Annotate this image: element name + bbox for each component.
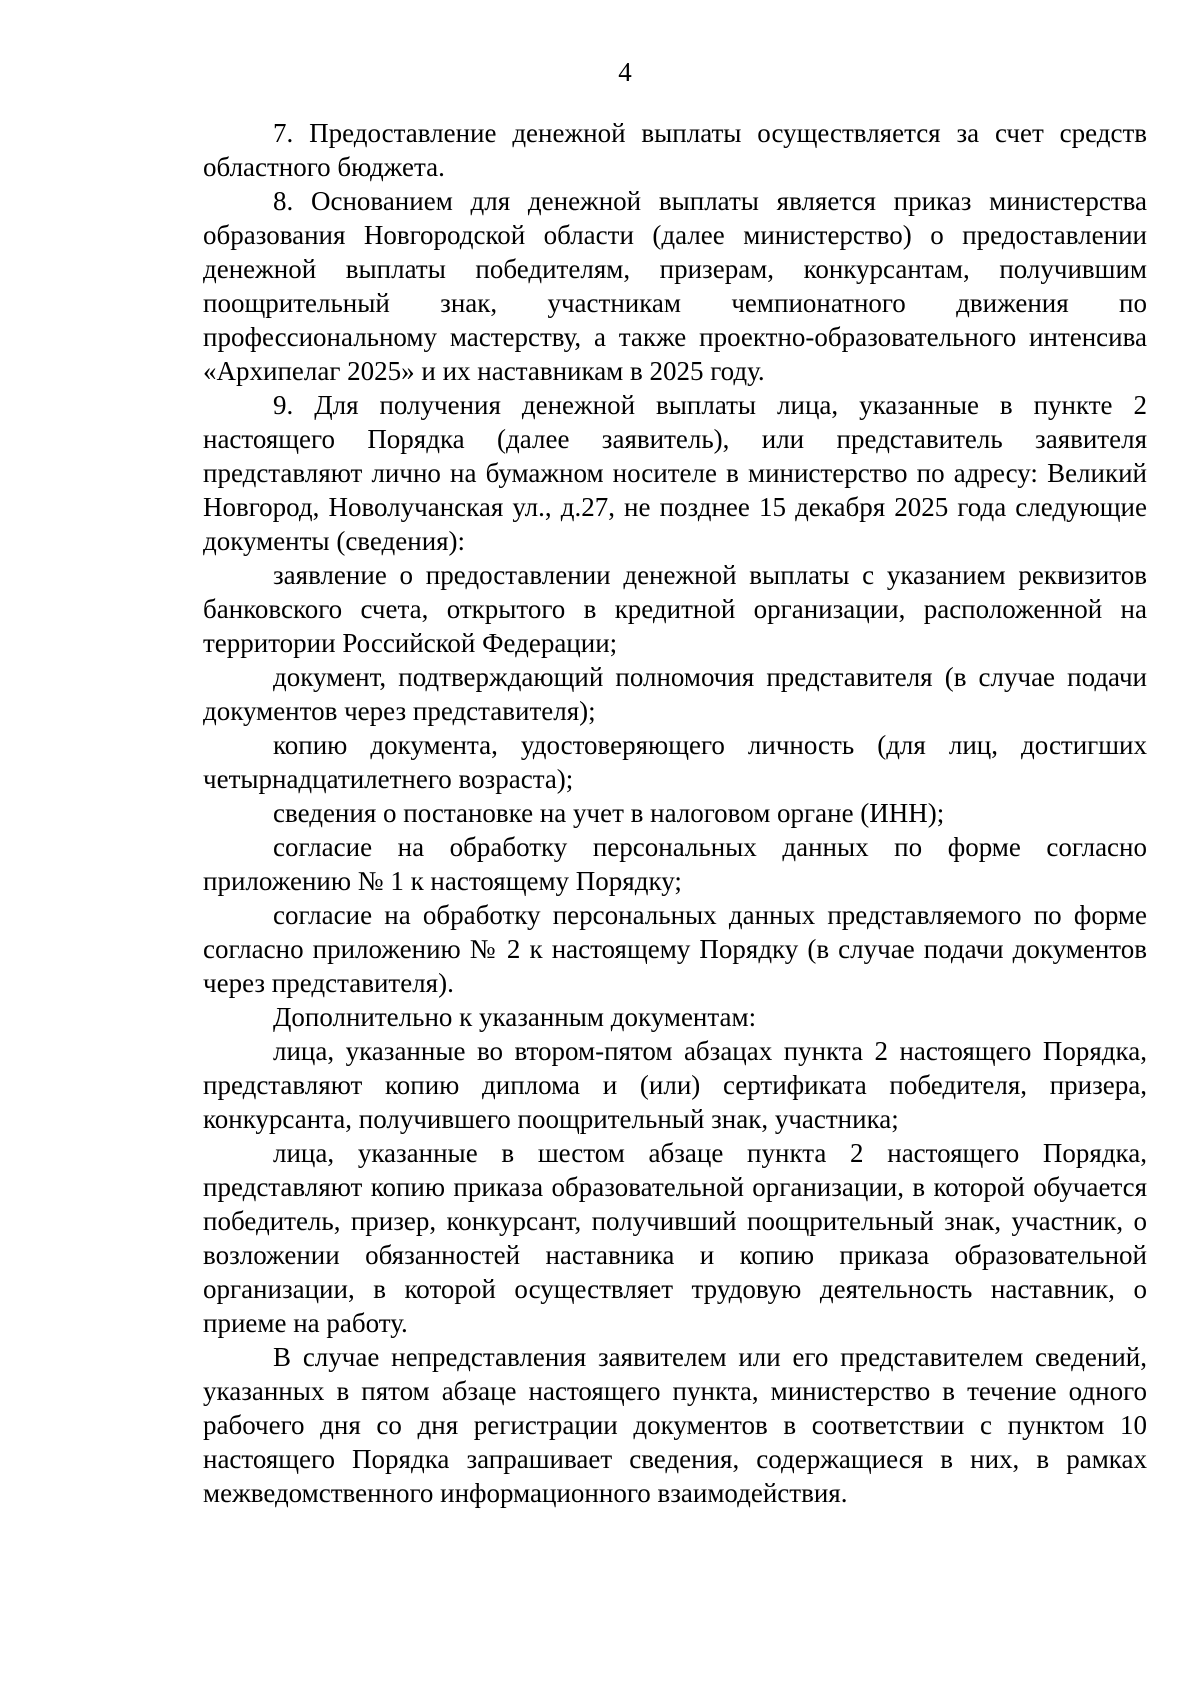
paragraph-interagency-request: В случае непредставления заявителем или его представителем сведений, указанных в пятом абзаце настоящего пункта, министерство в течение одного рабочего дня со дня регистрации документов в соответствии с пунктом 10 настоящего Порядка запрашивает сведения, содержащиеся в них, в рамках межведомственного информационного взаимодействия. <box>203 1342 1147 1508</box>
page-number: 4 <box>618 57 632 87</box>
paragraph-additional: Дополнительно к указанным документам: <box>273 1002 757 1032</box>
list-item-authority-document: документ, подтверждающий полномочия представителя (в случае подачи документов через представителя); <box>203 662 1147 726</box>
paragraph-7-funding: 7. Предоставление денежной выплаты осуществляется за счет средств областного бюджета. <box>203 118 1147 182</box>
paragraph-8-basis: 8. Основанием для денежной выплаты является приказ министерства образования Новгородской области (далее министерство) о предоставлении денежной выплаты победителям, призерам, конкурсантам, получившим поощрительный знак, участникам чемпионатного движения по профессиональному мастерству, а также проектно-образовательного интенсива «Архипелаг 2025» и их наставникам в 2025 году. <box>203 186 1147 386</box>
list-item-order-copy: лица, указанные в шестом абзаце пункта 2 настоящего Порядка, представляют копию приказа образовательной организации, в которой обучается победитель, призер, конкурсант, получивший поощрительный знак, участник, о возложении обязанностей наставника и копию приказа образовательной организации, в которой осуществляет трудовую деятельность наставник, о приеме на работу. <box>203 1138 1147 1338</box>
list-item-consent-2: согласие на обработку персональных данных представляемого по форме согласно приложению № 2 к настоящему Порядку (в случае подачи документов через представителя). <box>203 900 1147 998</box>
list-item-diploma-copy: лица, указанные во втором-пятом абзацах пункта 2 настоящего Порядка, представляют копию диплома и (или) сертификата победителя, призера, конкурсанта, получившего поощрительный знак, участника; <box>203 1036 1147 1134</box>
document-body <box>203 116 1147 1510</box>
list-item-identity-copy: копию документа, удостоверяющего личность (для лиц, достигших четырнадцатилетнего возраста); <box>203 730 1147 794</box>
paragraph-9-documents: 9. Для получения денежной выплаты лица, указанные в пункте 2 настоящего Порядка (далее заявитель), или представитель заявителя представляют лично на бумажном носителе в министерство по адресу: Великий Новгород, Новолучанская ул., д.27, не позднее 15 декабря 2025 года следующие документы (сведения): <box>203 390 1147 556</box>
list-item-consent-1: согласие на обработку персональных данных по форме согласно приложению № 1 к настоящему Порядку; <box>203 832 1147 896</box>
list-item-application: заявление о предоставлении денежной выплаты с указанием реквизитов банковского счета, открытого в кредитной организации, расположенной на территории Российской Федерации; <box>203 560 1147 658</box>
list-item-tax-number: сведения о постановке на учет в налоговом органе (ИНН); <box>273 798 945 828</box>
